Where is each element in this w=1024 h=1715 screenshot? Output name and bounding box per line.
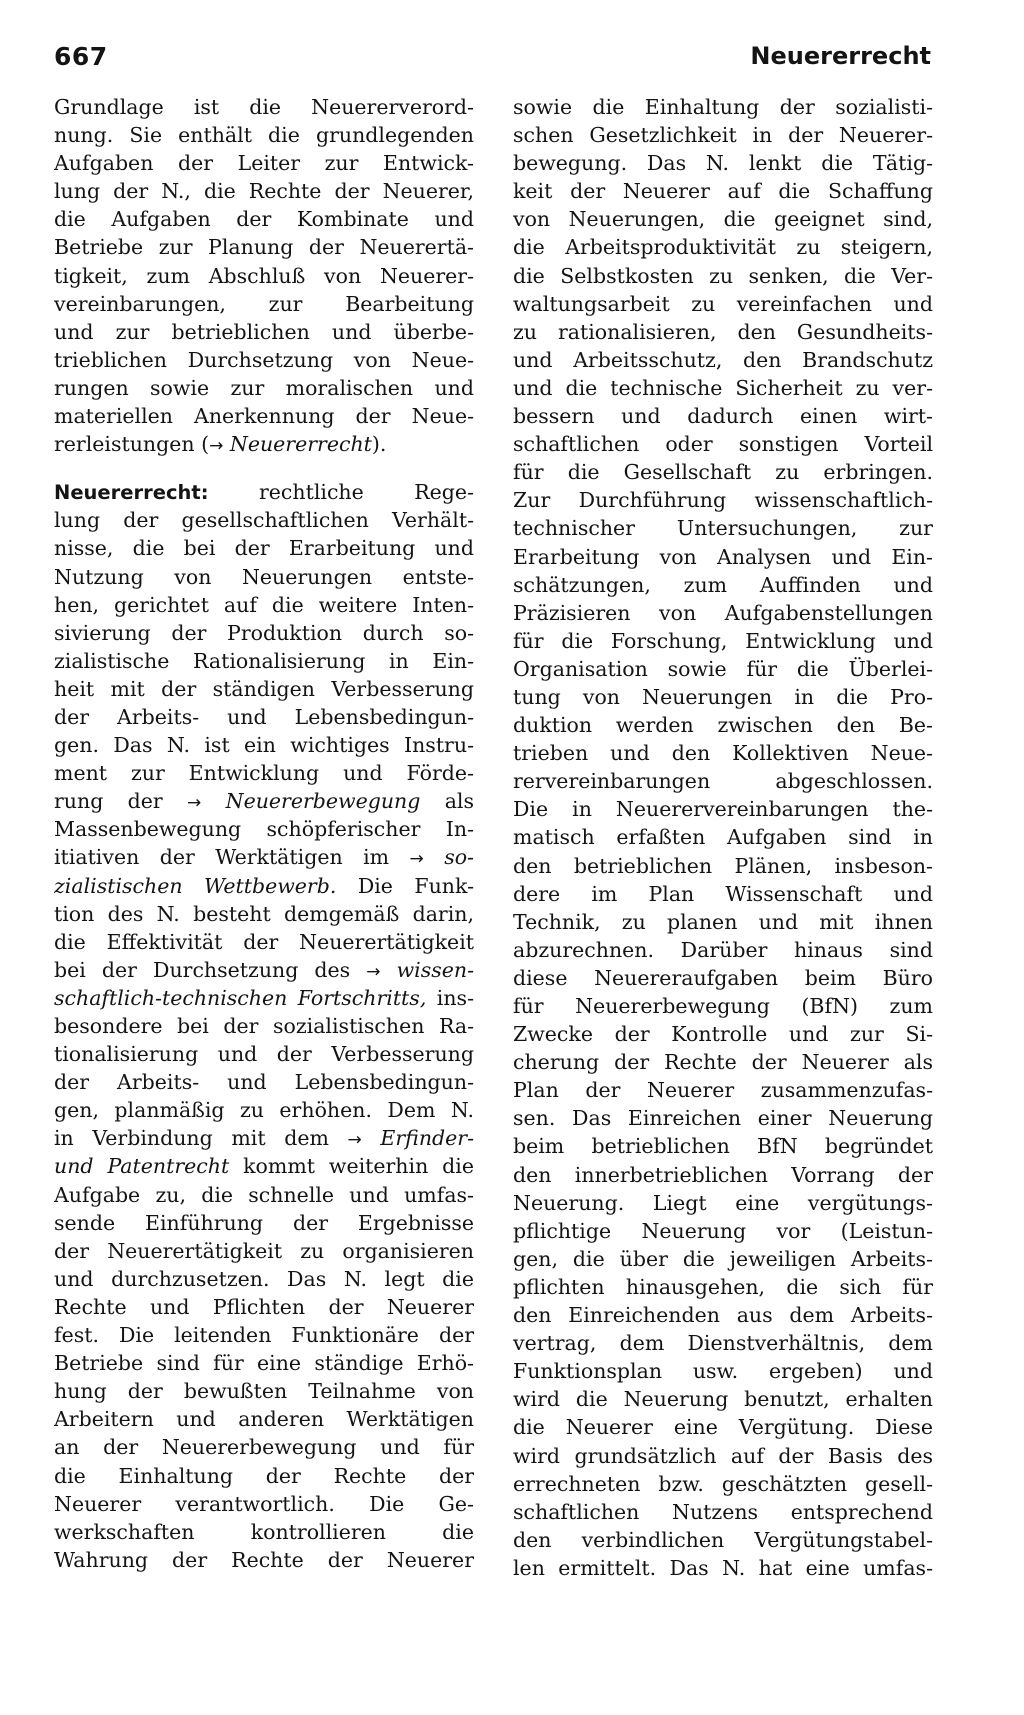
- text-line: den verbindlichen Vergütungstabel-: [513, 1527, 933, 1552]
- text-line: die Einhaltung der Rechte der: [54, 1463, 474, 1488]
- text-line: die Effektivität der Neuerertätigkeit: [54, 929, 474, 954]
- text-line: und zur betrieblichen und überbe-: [54, 319, 474, 344]
- text-line: wird die Neuerung benutzt, erhalten: [513, 1387, 933, 1412]
- text-line: tigkeit, zum Abschluß von Neuerer-: [54, 263, 474, 288]
- text-line: keit der Neuerer auf die Schaffung: [513, 179, 933, 204]
- text-line: Organisation sowie für die Überlei-: [513, 656, 933, 681]
- cross-reference[interactable]: wissen-: [380, 957, 474, 982]
- text-line: Funktionsplan usw. ergeben) und: [513, 1359, 933, 1384]
- text-line: Technik, zu planen und mit ihnen: [513, 909, 933, 934]
- text-line: Grundlage ist die Neuererverord-: [54, 95, 474, 119]
- text-line: schaftlichen Nutzens entsprechend: [513, 1499, 933, 1524]
- cross-reference[interactable]: und Patentrecht: [54, 1154, 230, 1179]
- entry-separator: [54, 458, 474, 478]
- text-line: nisse, die bei der Erarbeitung und: [54, 536, 474, 561]
- text-line: Zur Durchführung wissenschaftlich-: [513, 488, 933, 513]
- text-line: zu rationalisieren, den Gesundheits-: [513, 319, 933, 344]
- text-line: Massenbewegung schöpferischer In-: [54, 817, 474, 842]
- text-line: tion des N. besteht demgemäß darin,: [54, 901, 474, 926]
- text-line: pflichtige Neuerung vor (Leistun-: [513, 1218, 933, 1243]
- text-line: Plan der Neuerer zusammenzufas-: [513, 1078, 933, 1103]
- text-line: sen. Das Einreichen einer Neuerung: [513, 1106, 933, 1131]
- text-line: Präzisieren von Aufgabenstellungen: [513, 600, 933, 625]
- text-line: Wahrung der Rechte der Neuerer: [54, 1547, 474, 1572]
- text-line: itiativen der Werktätigen im → so-: [54, 845, 474, 870]
- text-line: vertrag, dem Dienstverhältnis, dem: [513, 1331, 933, 1356]
- text-line: wird grundsätzlich auf der Basis des: [513, 1443, 933, 1468]
- text-line: den Einreichenden aus dem Arbeits-: [513, 1303, 933, 1328]
- text-line: der Neuerertätigkeit zu organisieren: [54, 1238, 474, 1263]
- text-line: materiellen Anerkennung der Neue-: [54, 404, 474, 429]
- cross-reference-arrow-icon: →: [366, 961, 381, 982]
- text-line: bessern und dadurch einen wirt-: [513, 404, 933, 429]
- text-line: für Neuererbewegung (BfN) zum: [513, 994, 933, 1018]
- text-line: und Arbeitsschutz, den Brandschutz: [513, 347, 933, 372]
- text-line: abzurechnen. Darüber hinaus sind: [513, 937, 933, 962]
- text-line: Rechte und Pflichten der Neuerer: [54, 1294, 474, 1319]
- text-line: Die in Neuerervereinbarungen the-: [513, 797, 933, 822]
- text-line: und durchzusetzen. Das N. legt die: [54, 1266, 474, 1291]
- text-line: von Neuerungen, die geeignet sind,: [513, 207, 933, 232]
- text-line: der Arbeits- und Lebensbedingun-: [54, 1070, 474, 1095]
- text-line: Neuerer verantwortlich. Die Ge-: [54, 1491, 474, 1516]
- text-line: rung der → Neuererbewegung als: [54, 789, 474, 814]
- entry-heading: Neuererrecht:: [54, 481, 209, 505]
- text-line: schaftlichen oder sonstigen Vorteil: [513, 432, 933, 457]
- text-line: die Arbeitsproduktivität zu steigern,: [513, 235, 933, 260]
- text-line: heit mit der ständigen Verbesserung: [54, 676, 474, 701]
- text-line: errechneten bzw. geschätzten gesell-: [513, 1471, 933, 1496]
- text-line: sende Einführung der Ergebnisse: [54, 1210, 474, 1235]
- text-line: rungen sowie zur moralischen und: [54, 375, 474, 400]
- text-line: lung der gesellschaftlichen Verhält-: [54, 508, 474, 533]
- text-line: den betrieblichen Plänen, insbeson-: [513, 853, 933, 878]
- text-line: tung von Neuerungen in die Pro-: [513, 684, 933, 709]
- text-line: dere im Plan Wissenschaft und: [513, 881, 933, 906]
- text-line: die Aufgaben der Kombinate und: [54, 207, 474, 232]
- text-line: sowie die Einhaltung der sozialisti-: [513, 95, 933, 119]
- text-line: an der Neuererbewegung und für: [54, 1435, 474, 1460]
- cross-reference[interactable]: Neuererrecht: [223, 432, 372, 457]
- left-column: [54, 93, 474, 1574]
- text-line: den innerbetrieblichen Vorrang der: [513, 1162, 933, 1187]
- text-line: Arbeitern und anderen Werktätigen: [54, 1407, 474, 1432]
- text-line: diese Neuereraufgaben beim Büro: [513, 965, 933, 990]
- text-line: Erarbeitung von Analysen und Ein-: [513, 544, 933, 569]
- cross-reference[interactable]: so-: [423, 845, 474, 870]
- cross-reference-arrow-icon: →: [409, 849, 424, 870]
- text-line: rerleistungen (→ Neuererrecht).: [54, 432, 387, 457]
- text-line: len ermittelt. Das N. hat eine umfas-: [513, 1555, 933, 1580]
- running-head: Neuererrecht: [750, 42, 931, 70]
- text-line: Betriebe zur Planung der Neuerertä-: [54, 235, 474, 260]
- text-line: tionalisierung und der Verbesserung: [54, 1042, 474, 1067]
- text-line: zialistische Rationalisierung in Ein-: [54, 648, 474, 673]
- text-line: gen. Das N. ist ein wichtiges Instru-: [54, 733, 474, 758]
- text-line: trieben und den Kollektiven Neue-: [513, 741, 933, 766]
- text-line: rervereinbarungen abgeschlossen.: [513, 769, 933, 794]
- text-line: zialistischen Wettbewerb. Die Funk-: [54, 873, 474, 898]
- text-line: lung der N., die Rechte der Neuerer,: [54, 179, 474, 204]
- text-line: sivierung der Produktion durch so-: [54, 620, 474, 645]
- text-line: bewegung. Das N. lenkt die Tätig-: [513, 151, 933, 176]
- text-line: gen, planmäßig zu erhöhen. Dem N.: [54, 1098, 474, 1123]
- text-line: Neuerung. Liegt eine vergütungs-: [513, 1190, 933, 1215]
- text-line: cherung der Rechte der Neuerer als: [513, 1050, 933, 1075]
- text-line: Betriebe sind für eine ständige Erhö-: [54, 1351, 474, 1376]
- text-line: für die Gesellschaft zu erbringen.: [513, 460, 933, 485]
- cross-reference[interactable]: zialistischen Wettbewerb.: [54, 873, 337, 898]
- text-line: der Arbeits- und Lebensbedingun-: [54, 704, 474, 729]
- text-line: und Patentrecht kommt weiterhin die: [54, 1154, 474, 1179]
- text-line: beim betrieblichen BfN begründet: [513, 1134, 933, 1159]
- text-line: und die technische Sicherheit zu ver-: [513, 375, 933, 400]
- text-line: die Selbstkosten zu senken, die Ver-: [513, 263, 933, 288]
- entry-heading-line: Neuererrecht: rechtliche Rege-: [54, 480, 474, 505]
- text-line: für die Forschung, Entwicklung und: [513, 628, 933, 653]
- text-line: schen Gesetzlichkeit in der Neuerer-: [513, 123, 933, 148]
- text-line: in Verbindung mit dem → Erfinder-: [54, 1126, 474, 1151]
- text-line: pflichten hinausgehen, die sich für: [513, 1274, 933, 1299]
- cross-reference[interactable]: Neuererbewegung: [201, 789, 421, 814]
- cross-reference[interactable]: Erfinder-: [361, 1126, 474, 1151]
- text-line: matisch erfaßten Aufgaben sind in: [513, 825, 933, 850]
- cross-reference-arrow-icon: →: [347, 1130, 362, 1151]
- text-line: besondere bei der sozialistischen Ra-: [54, 1014, 474, 1038]
- cross-reference-arrow-icon: →: [187, 793, 202, 814]
- text-line: gen, die über die jeweiligen Arbeits-: [513, 1246, 933, 1271]
- right-column: [513, 93, 933, 1582]
- text-line: hung der bewußten Teilnahme von: [54, 1379, 474, 1404]
- text-line: Aufgaben der Leiter zur Entwick-: [54, 151, 474, 176]
- text-line: hen, gerichtet auf die weitere Inten-: [54, 592, 474, 617]
- text-line: nung. Sie enthält die grundlegenden: [54, 123, 474, 148]
- text-line: fest. Die leitenden Funktionäre der: [54, 1323, 474, 1348]
- text-line: Zwecke der Kontrolle und zur Si-: [513, 1022, 933, 1047]
- text-line: die Neuerer eine Vergütung. Diese: [513, 1415, 933, 1440]
- cross-reference-arrow-icon: →: [209, 436, 224, 457]
- text-line: ment zur Entwicklung und Förde-: [54, 761, 474, 786]
- text-line: technischer Untersuchungen, zur: [513, 516, 933, 541]
- page-number: 667: [54, 42, 108, 71]
- text-line: vereinbarungen, zur Bearbeitung: [54, 291, 474, 316]
- text-line: Aufgabe zu, die schnelle und umfas-: [54, 1182, 474, 1207]
- text-line: bei der Durchsetzung des → wissen-: [54, 957, 474, 982]
- text-line: duktion werden zwischen den Be-: [513, 713, 933, 738]
- text-line: Nutzung von Neuerungen entste-: [54, 564, 474, 589]
- cross-reference[interactable]: schaftlich-technischen Fortschritts,: [54, 985, 427, 1010]
- text-line: werkschaften kontrollieren die: [54, 1519, 474, 1544]
- text-line: schätzungen, zum Auffinden und: [513, 572, 933, 597]
- text-line: schaftlich-technischen Fortschritts, ins-: [54, 985, 474, 1010]
- text-line: trieblichen Durchsetzung von Neue-: [54, 347, 474, 372]
- text-line: waltungsarbeit zu vereinfachen und: [513, 291, 933, 316]
